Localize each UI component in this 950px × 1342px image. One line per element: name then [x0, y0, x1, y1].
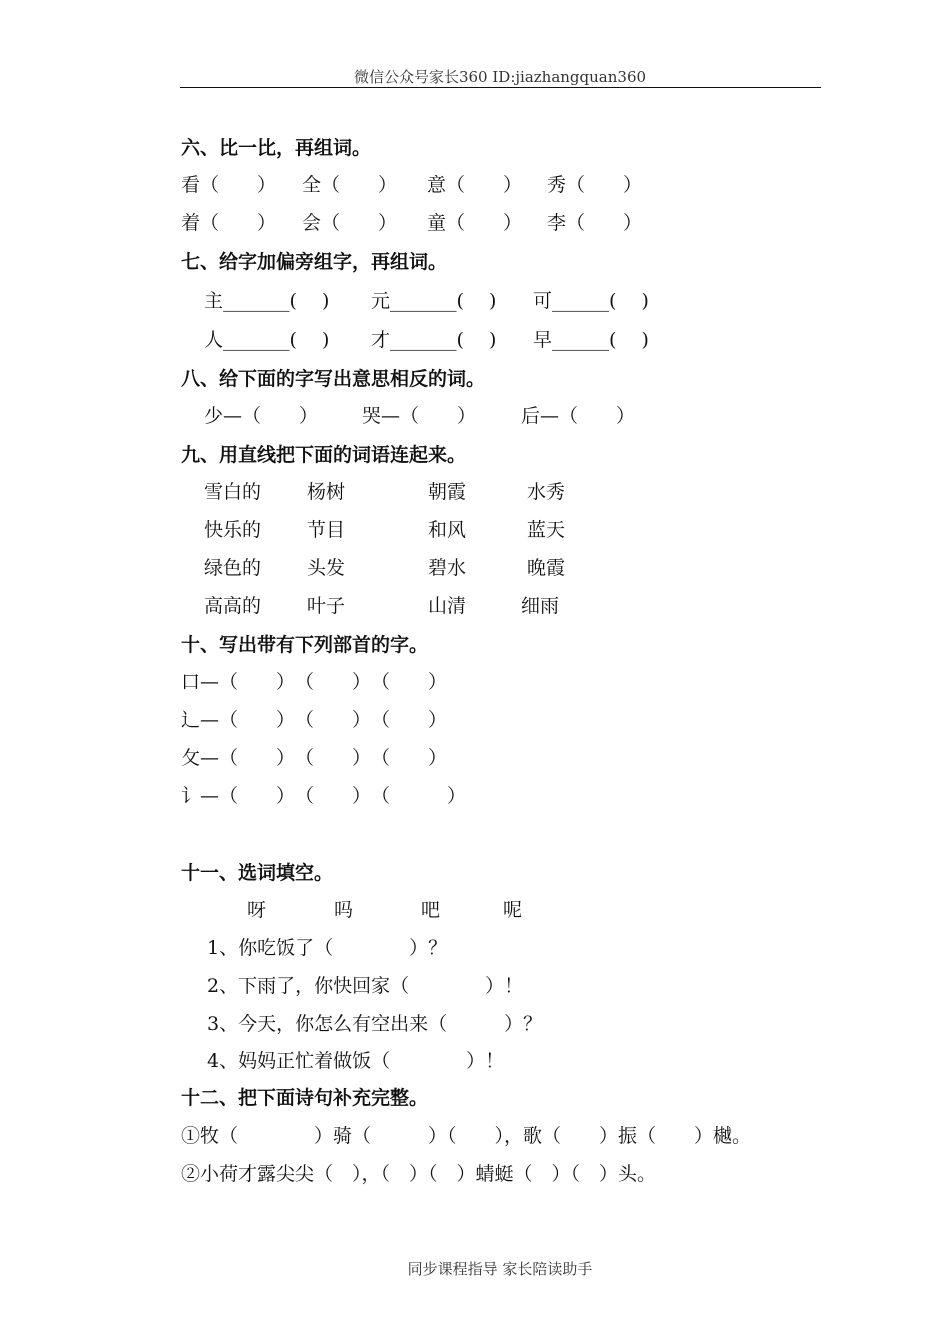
- header-rule: [180, 87, 821, 88]
- section8-title: 八、给下面的字写出意思相反的词。: [181, 368, 486, 390]
- section11-item-4: 4、妈妈正忙着做饭（ ）！: [207, 1050, 505, 1072]
- section9-r4-c3: 山清: [428, 595, 467, 617]
- section12-title: 十二、把下面诗句补充完整。: [181, 1087, 429, 1109]
- section7-r1-c3: 可______( ): [533, 290, 649, 312]
- section9-r2-c3: 和风: [428, 519, 467, 541]
- section9-r2-c1: 快乐的: [204, 519, 262, 541]
- page-header: 微信公众号家长360 ID:jiazhangquan360: [353, 68, 647, 86]
- section9-r2-c2: 节目: [307, 519, 346, 541]
- section9-r3-c1: 绿色的: [204, 557, 262, 579]
- section11-item-1: 1、你吃饭了（ ）？: [207, 937, 448, 959]
- section10-row-1: 口—（ ） （ ） （ ）: [181, 671, 448, 693]
- section11-item-2: 2、下雨了，你快回家（ ）！: [207, 975, 524, 997]
- section9-r3-c2: 头发: [307, 557, 346, 579]
- section9-title: 九、用直线把下面的词语连起来。: [181, 444, 467, 466]
- section7-r2-c2: 才_______( ): [371, 329, 497, 351]
- section9-r4-c4: 细雨: [521, 595, 560, 617]
- section6-r1-c3: 意（ ）: [427, 174, 523, 196]
- section11-title: 十一、选词填空。: [181, 862, 334, 884]
- section9-r1-c3: 朝霞: [428, 481, 467, 503]
- section9-r2-c4: 蓝天: [527, 519, 566, 541]
- section9-r3-c3: 碧水: [428, 557, 467, 579]
- section6-r1-c4: 秀（ ）: [547, 174, 643, 196]
- section10-title: 十、写出带有下列部首的字。: [181, 634, 429, 656]
- section10-row-2: 辶—（ ） （ ） （ ）: [181, 709, 448, 731]
- section7-r2-c3: 早______( ): [533, 329, 649, 351]
- section7-r2-c1: 人_______( ): [204, 329, 330, 351]
- section9-r1-c2: 杨树: [307, 481, 346, 503]
- section9-r1-c1: 雪白的: [204, 481, 262, 503]
- section9-r3-c4: 晚霞: [527, 557, 566, 579]
- section10-row-4: 讠—（ ） （ ） （ ）: [181, 785, 467, 807]
- section7-r1-c1: 主_______( ): [204, 290, 330, 312]
- section7-r1-c2: 元_______( ): [371, 290, 497, 312]
- section11-option-4: 呢: [503, 899, 523, 921]
- page-footer: 同步课程指导 家长陪读助手: [407, 1260, 593, 1278]
- section12-item-2: ②小荷才露尖尖（ ），（ ）（ ）蜻蜓（ ）（ ）头。: [181, 1163, 657, 1185]
- section9-r1-c4: 水秀: [527, 481, 566, 503]
- section11-item-3: 3、今天，你怎么有空出来（ ）？: [207, 1013, 543, 1035]
- section11-option-1: 呀: [247, 899, 267, 921]
- section10-row-3: 攵—（ ） （ ） （ ）: [181, 747, 448, 769]
- section12-item-1: ①牧（ ）骑（ ）（ ），歌（ ）振（ ）樾。: [181, 1125, 752, 1147]
- section8-item-1: 少—（ ）: [204, 405, 319, 427]
- section7-title: 七、给字加偏旁组字，再组词。: [181, 251, 448, 273]
- section6-r2-c2: 会（ ）: [302, 212, 398, 234]
- section6-r2-c4: 李（ ）: [547, 212, 643, 234]
- section11-option-2: 吗: [334, 899, 354, 921]
- section11-option-3: 吧: [421, 899, 441, 921]
- section9-r4-c2: 叶子: [307, 595, 346, 617]
- section6-r2-c1: 着（ ）: [181, 212, 277, 234]
- section8-item-2: 哭—（ ）: [362, 405, 477, 427]
- section6-r1-c2: 全（ ）: [302, 174, 398, 196]
- section6-title: 六、比一比，再组词。: [181, 137, 372, 159]
- section8-item-3: 后—（ ）: [521, 405, 636, 427]
- section6-r1-c1: 看（ ）: [181, 174, 277, 196]
- section9-r4-c1: 高高的: [204, 595, 262, 617]
- section6-r2-c3: 童（ ）: [427, 212, 523, 234]
